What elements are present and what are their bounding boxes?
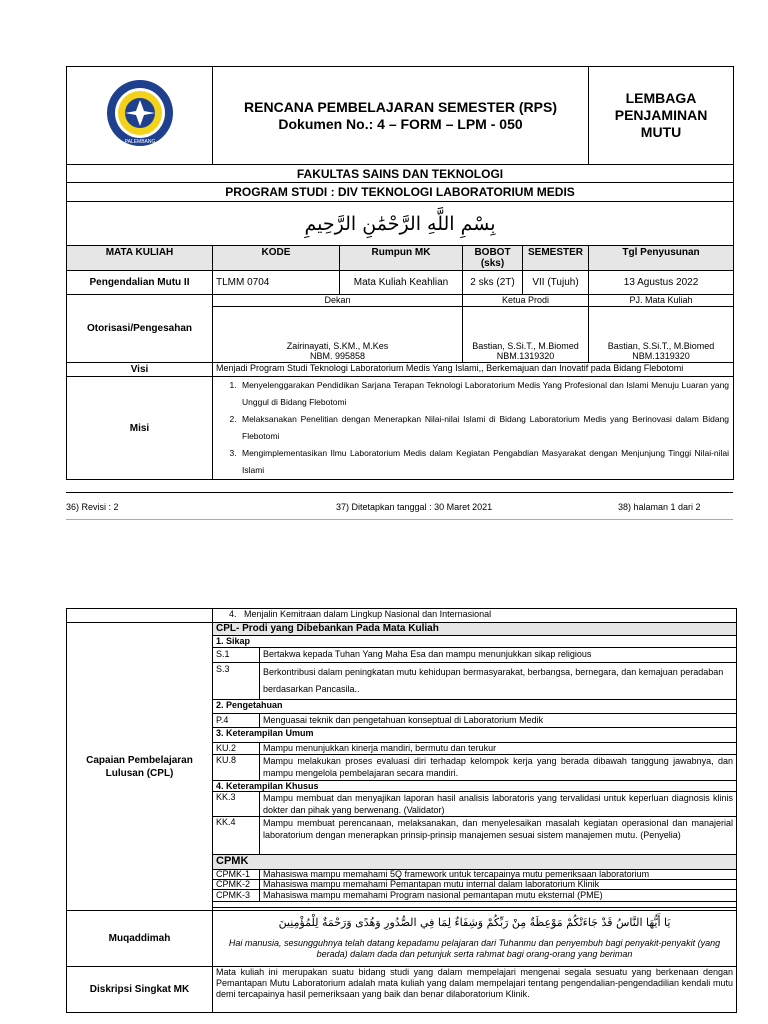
page-footer xyxy=(66,492,733,520)
val-mata-kuliah: Pengendalian Mutu II xyxy=(67,271,213,295)
sikap-header: 1. Sikap xyxy=(213,636,737,648)
kaprodi-label: Ketua Prodi xyxy=(463,295,589,307)
page2-table xyxy=(66,608,737,1013)
kaprodi-signature xyxy=(463,307,589,363)
sikap-text: Bertakwa kepada Tuhan Yang Maha Esa dan mampu menunjukkan sikap religious xyxy=(260,648,737,663)
misi-item-4: 4. Menjalin Kemitraan dalam Lingkup Nasional dan Internasional xyxy=(213,609,737,623)
faculty-title: FAKULTAS SAINS DAN TEKNOLOGI xyxy=(67,165,734,183)
footer-revisi: 36) Revisi : 2 xyxy=(66,502,119,512)
cpmk-header: CPMK xyxy=(213,855,737,870)
pengetahuan-code: P.4 xyxy=(213,714,260,728)
ku-header: 3. Keterampilan Umum xyxy=(213,728,737,743)
cpl-prodi-header: CPL- Prodi yang Dibebankan Pada Mata Kuliah xyxy=(213,623,737,636)
kk-text: Mampu membuat perencanaan, melaksanakan, dan menyelesaikan masalah kegiatan operasional dan manajerial laboratorium dengan menerapkan prinsip-prinsip manajemen sesuai sistem manajemen mutu. (Penyelia) xyxy=(260,817,737,855)
val-semester: VII (Tujuh) xyxy=(523,271,589,295)
col-semester: SEMESTER xyxy=(523,246,589,271)
val-kode: TLMM 0704 xyxy=(213,271,340,295)
visi-text: Menjadi Program Studi Teknologi Laboratorium Medis Yang Islami,, Berkemajuan dan Inovatif pada Bidang Flebotomi xyxy=(213,363,734,377)
misi-item: 2. Melaksanakan Penelitian dengan Menerapkan Nilai-nilai Islami di Bidang Laboratorium Medis yang Berinovasi dalam Bidang Flebotomi xyxy=(239,411,729,445)
pengetahuan-text: Menguasai teknik dan pengetahuan konseptual di Laboratorium Medik xyxy=(260,714,737,728)
col-kode: KODE xyxy=(213,246,340,271)
dekan-name: Zairinayati, S.KM., M.Kes xyxy=(286,341,389,351)
kaprodi-name: Bastian, S.Si.T., M.Biomed xyxy=(472,341,579,351)
val-bobot: 2 sks (2T) xyxy=(463,271,523,295)
cpmk-text: Mahasiswa mampu memahami Pemantapan mutu internal dalam laboratorium Klinik xyxy=(260,880,737,890)
ku-text: Mampu menunjukkan kinerja mandiri, bermutu dan terukur xyxy=(260,743,737,755)
kaprodi-nbm: NBM.1319320 xyxy=(496,351,555,361)
dekan-nbm: NBM. 995858 xyxy=(309,351,366,361)
pj-signature xyxy=(589,307,734,363)
dekan-signature xyxy=(213,307,463,363)
svg-text:PALEMBANG: PALEMBANG xyxy=(124,139,155,145)
page1-document xyxy=(66,66,733,480)
ku-text: Mampu melakukan proses evaluasi diri terhadap kelompok kerja yang berada dibawah tanggung jawabnya, dan mampu mengelola pembelajaran secara mandiri. xyxy=(260,755,737,781)
muqaddimah-arabic: يَا أَيُّهَا النَّاسُ قَدْ جَاءَتْكُمْ مَوْعِظَةٌ مِنْ رَبِّكُمْ وَشِفَاءٌ لِمَا فِي الصُّدُورِ وَهُدًى وَرَحْمَةٌ لِلْمُؤْمِنِينَ xyxy=(278,916,671,929)
col-mata-kuliah: MATA KULIAH xyxy=(67,246,213,271)
page2-blank xyxy=(67,609,213,623)
pengetahuan-header: 2. Pengetahuan xyxy=(213,700,737,714)
cpmk-code: CPMK-3 xyxy=(213,890,260,902)
kk-header: 4. Keterampilan Khusus xyxy=(213,781,737,792)
diskripsi-label: Diskripsi Singkat MK xyxy=(67,967,213,1013)
kk-code: KK.4 xyxy=(213,817,260,855)
sikap-code: S.1 xyxy=(213,648,260,663)
footer-ditetapkan: 37) Ditetapkan tanggal : 30 Maret 2021 xyxy=(336,502,493,512)
dekan-label: Dekan xyxy=(213,295,463,307)
cpmk-code: CPMK-2 xyxy=(213,880,260,890)
cpmk-text: Mahasiswa mampu memahami 5Q framework untuk tercapainya mutu pemeriksaan laboratorium xyxy=(260,870,737,880)
muqaddimah-label: Muqaddimah xyxy=(67,911,213,967)
cpmk-text: Mahasiswa mampu memahami Program nasional pemantapan mutu eksternal (PME) xyxy=(260,890,737,902)
visi-label: Visi xyxy=(67,363,213,377)
misi-item-4-text: Menjalin Kemitraan dalam Lingkup Nasional dan Internasional xyxy=(244,609,492,619)
otorisasi-label: Otorisasi/Pengesahan xyxy=(67,295,213,363)
footer-halaman: 38) halaman 1 dari 2 xyxy=(618,502,701,512)
lpm-line2: PENJAMINAN xyxy=(614,107,708,123)
ku-code: KU.2 xyxy=(213,743,260,755)
sikap-text: Berkontribusi dalam peningkatan mutu kehidupan bermasyarakat, berbangsa, bernegara, dan kemajuan peradaban berdasarkan Pancasila.. xyxy=(260,663,737,700)
pj-nbm: NBM.1319320 xyxy=(632,351,690,361)
basmala-text: بِسْمِ اللَّهِ الرَّحْمَٰنِ الرَّحِيمِ xyxy=(67,202,734,246)
misi-label: Misi xyxy=(67,377,213,480)
cpl-label: Capaian Pembelajaran Lulusan (CPL) xyxy=(67,623,213,911)
cpmk-code: CPMK-1 xyxy=(213,870,260,880)
rps-document-number: Dokumen No.: 4 – FORM – LPM - 050 xyxy=(278,115,523,132)
muqaddimah-translation: Hai manusia, sesungguhnya telah datang kepadamu pelajaran dari Tuhanmu dan penyembuh bagi penyakit-penyakit (yang berada) dalam dada dan petunjuk serta rahmat bagi orang-orang yang beriman xyxy=(228,938,721,959)
rps-title xyxy=(213,67,589,165)
val-rumpun: Mata Kuliah Keahlian xyxy=(340,271,463,295)
lpm-label xyxy=(589,67,734,165)
pj-name: Bastian, S.Si.T., M.Biomed xyxy=(607,341,715,351)
col-tgl: Tgl Penyusunan xyxy=(589,246,734,271)
col-rumpun: Rumpun MK xyxy=(340,246,463,271)
lpm-line3: MUTU xyxy=(640,124,682,140)
val-tgl: 13 Agustus 2022 xyxy=(589,271,734,295)
diskripsi-text: Mata kuliah ini merupakan suatu bidang studi yang dalam mempelajari mengenai segala sesuatu yang berkenaan dengan Pemantapan Mutu Laboratorium adalah mata kuliah yang dalam mempelajari tentang pengendalian-pengendadilian kendali mutu demi tercapainya hasil pemeriksaan yang baik dan benar dilaboratorium Klinik. xyxy=(213,967,737,1013)
pj-label: PJ. Mata Kuliah xyxy=(589,295,734,307)
program-title: PROGRAM STUDI : DIV TEKNOLOGI LABORATORIUM MEDIS xyxy=(67,183,734,202)
sikap-code: S.3 xyxy=(213,663,260,700)
col-bobot: BOBOT (sks) xyxy=(463,246,523,271)
logo-cell xyxy=(67,67,213,165)
kk-text: Mampu membuat dan menyajikan laporan hasil analisis laboratoris yang tervalidasi untuk keperluan diagnosis klinis dokter dan pihak yang berwenang. (Validator) xyxy=(260,792,737,817)
university-logo-icon xyxy=(105,78,175,148)
misi-list xyxy=(217,377,729,479)
misi-item: 1. Menyelenggarakan Pendidikan Sarjana Terapan Teknologi Laboratorium Medis Yang Profesional dan Islami Menuju Luaran yang Unggul di Bidang Flebotomi xyxy=(239,377,729,411)
page2-document xyxy=(66,608,736,1013)
misi-list-cell xyxy=(213,377,734,480)
lpm-line1: LEMBAGA xyxy=(625,90,697,106)
rps-title-line1: RENCANA PEMBELAJARAN SEMESTER (RPS) xyxy=(244,98,557,115)
misi-item: 3. Mengimplementasikan Ilmu Laboratorium Medis dalam Kegiatan Pengabdian Masyarakat dengan Menjunjung Tinggi Nilai-nilai Islami xyxy=(239,445,729,479)
ku-code: KU.8 xyxy=(213,755,260,781)
muqaddimah-cell xyxy=(213,911,737,967)
page1-table xyxy=(66,66,734,480)
kk-code: KK.3 xyxy=(213,792,260,817)
